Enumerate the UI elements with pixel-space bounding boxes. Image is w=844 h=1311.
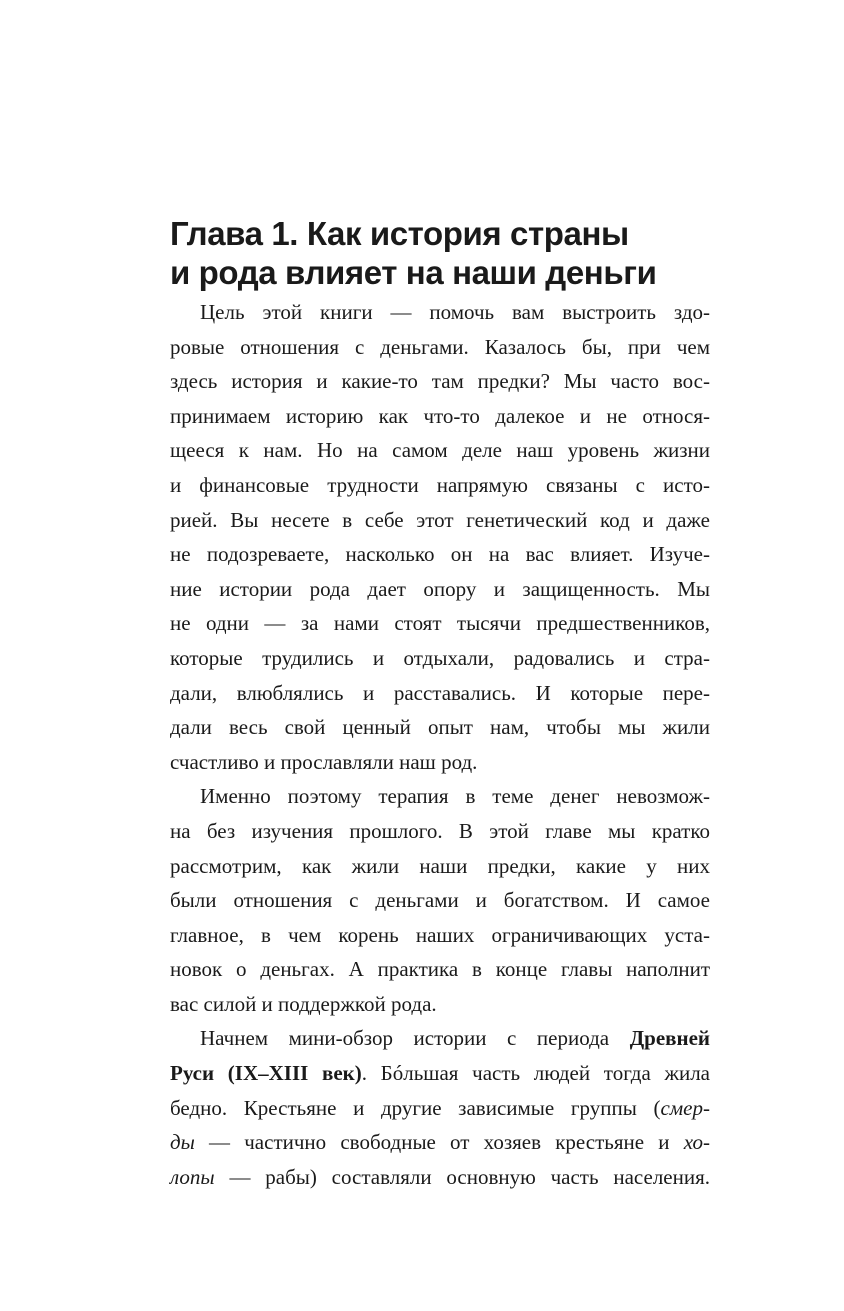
text-line (170, 1056, 710, 1091)
text-line: не подозреваете, насколько он на вас влияет. Изуче- (170, 542, 710, 567)
text-run: . Бóльшая часть людей тогда жила (361, 1061, 711, 1086)
text-line: рией. Вы несете в себе этот генетический код и даже (170, 507, 710, 532)
text-run: — частично свободные от хозяев крестьяне и (194, 1130, 684, 1155)
chapter-title (170, 214, 730, 292)
chapter-body (170, 295, 710, 1194)
text-line: не одни — за нами стоят тысячи предшественников, (170, 611, 710, 636)
text-line: главное, в чем корень наших ограничивающих уста- (170, 922, 710, 947)
text-line: рассмотрим, как жили наши предки, какие у них (170, 853, 710, 878)
text-line: были отношения с деньгами и богатством. И самое (170, 888, 710, 913)
text-line: новок о деньгах. А практика в конце главы наполнит (170, 957, 710, 982)
text-line (170, 1160, 710, 1195)
text-line: щееся к нам. Но на самом деле наш уровень жизни (170, 438, 710, 463)
text-line: ровые отношения с деньгами. Казалось бы, при чем (170, 334, 710, 359)
italic-term: ды (170, 1130, 195, 1155)
text-run: бедно. Крестьяне и другие зависимые группы ( (170, 1095, 661, 1120)
italic-term: смер- (660, 1095, 710, 1120)
text-run: — рабы) составляли основную часть населения. (214, 1164, 710, 1189)
text-line: здесь история и какие-то там предки? Мы часто вос- (170, 369, 710, 394)
text-line: дали весь свой ценный опыт нам, чтобы мы жили (170, 715, 710, 740)
text-line: на без изучения прошлого. В этой главе мы кратко (170, 818, 710, 843)
text-line (170, 1125, 710, 1160)
text-line: Цель этой книги — помочь вам выстроить здо- (200, 300, 710, 324)
paragraph-1 (170, 295, 710, 779)
text-line: принимаем историю как что-то далекое и не относя- (170, 403, 710, 428)
chapter-title-line-2: и рода влияет на наши деньги (170, 254, 657, 291)
text-line (170, 1091, 710, 1126)
text-line: ние истории рода дает опору и защищенность. Мы (170, 576, 710, 601)
text-run: Начнем мини-обзор истории с периода (200, 1026, 630, 1051)
text-line: счастливо и прославляли наш род. (170, 749, 478, 774)
bold-term: Руси (IX–XIII век) (170, 1061, 362, 1086)
paragraph-3 (170, 1021, 710, 1194)
text-line: вас силой и поддержкой рода. (170, 991, 437, 1016)
italic-term: хо- (683, 1130, 710, 1155)
paragraph-2 (170, 779, 710, 1021)
text-line: которые трудились и отдыхали, радовались и стра- (170, 645, 710, 670)
italic-term: лопы (170, 1164, 215, 1189)
bold-term: Древней (629, 1026, 710, 1051)
text-line: дали, влюблялись и расставались. И которые пере- (170, 680, 710, 705)
text-line: и финансовые трудности напрямую связаны с исто- (170, 472, 710, 497)
text-line: Именно поэтому терапия в теме денег невозмож- (200, 784, 710, 809)
text-line (170, 1021, 710, 1056)
chapter-title-line-1: Глава 1. Как история страны (170, 215, 629, 252)
